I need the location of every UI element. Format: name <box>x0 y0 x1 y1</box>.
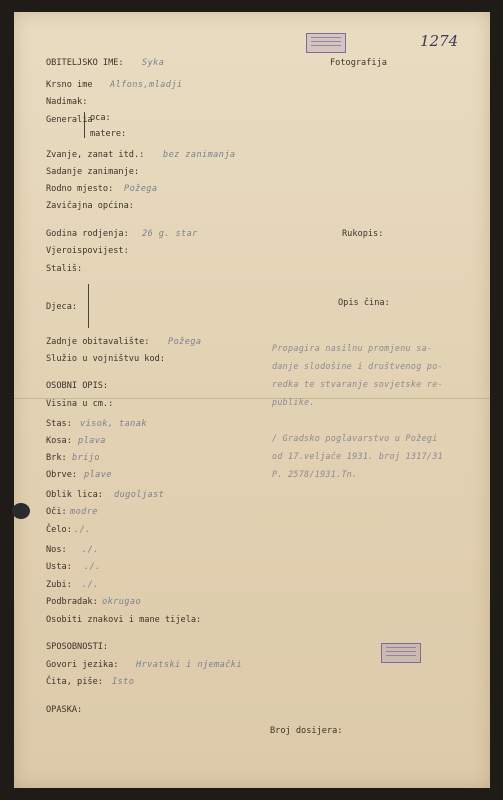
field-label-birthplace: Rodno mjesto: <box>46 184 114 194</box>
offense-line: Propagira nasilnu promjenu sa- <box>272 343 433 353</box>
field-label-personal-desc: OSOBNI OPIS: <box>46 381 109 391</box>
field-value-chin: okrugao <box>102 597 142 607</box>
field-label-military: Služio u vojništvu kod: <box>46 354 165 364</box>
field-label-last-residence: Zadnje obitavalište: <box>46 337 150 347</box>
field-label-birth-year: Godina rodjenja: <box>46 229 129 239</box>
field-value-languages: Hrvatski i njemački <box>136 660 242 670</box>
field-label-chin: Podbradak: <box>46 597 98 607</box>
field-value-literacy: Isto <box>112 677 135 687</box>
field-label-hair: Kosa: <box>46 436 72 446</box>
field-label-surname: OBITELJSKO IME: <box>46 58 124 68</box>
field-label-eyebrows: Obrve: <box>46 470 78 480</box>
field-value-eyebrows: plave <box>84 470 112 480</box>
offense-line: danje slodošine i društvenog po- <box>272 361 443 371</box>
field-label-home-municipality: Zavičajna općina: <box>46 201 134 211</box>
field-label-nickname: Nadimak: <box>46 97 88 107</box>
field-label-eyes: Oči: <box>46 507 67 517</box>
field-label-marks: Osobiti znakovi i mane tijela: <box>46 615 202 625</box>
field-label-literacy: Čita, piše: <box>46 677 103 687</box>
field-value-birthplace: Požega <box>124 184 158 194</box>
source-line: od 17.veljače 1931. broj 1317/31 <box>272 451 443 461</box>
field-label-nose: Nos: <box>46 545 67 555</box>
archive-stamp-top <box>306 33 346 53</box>
field-label-status: Stališ: <box>46 264 83 274</box>
field-label-build: Stas: <box>46 419 72 429</box>
signature-label: Rukopis: <box>342 229 384 239</box>
archive-stamp-bottom <box>381 643 421 663</box>
field-label-mouth: Usta: <box>46 562 72 572</box>
field-label-languages: Govori jezika: <box>46 660 119 670</box>
field-label-mother: matere: <box>90 129 127 139</box>
field-value-mouth: ./. <box>84 562 101 572</box>
dossier-label: Broj dosijera: <box>270 726 343 736</box>
field-label-face: Oblik lica: <box>46 490 103 500</box>
field-value-given: Alfons,mladji <box>110 80 183 90</box>
field-label-religion: Vjeroispovijest: <box>46 246 129 256</box>
field-value-forehead: ./. <box>74 525 91 535</box>
field-label-profession: Zvanje, zanat itd.: <box>46 150 145 160</box>
field-label-father: oca: <box>90 113 111 123</box>
folio-number: 1274 <box>420 32 459 50</box>
field-label-teeth: Zubi: <box>46 580 72 590</box>
ink-blot <box>12 503 30 519</box>
source-line: P. 2578/1931.Tn. <box>272 469 358 479</box>
field-value-face: dugoljast <box>114 490 165 500</box>
generalia-brace <box>84 112 85 138</box>
photo-label: Fotografija <box>330 58 387 68</box>
field-label-remark: OPASKA: <box>46 705 83 715</box>
field-value-birth-year: 26 g. star <box>142 229 198 239</box>
field-value-surname: Syka <box>142 58 165 68</box>
offense-line: publike. <box>272 397 315 407</box>
field-value-profession: bez zanimanja <box>163 150 236 160</box>
field-label-height: Visina u cm.: <box>46 399 114 409</box>
field-label-given: Krsno ime <box>46 80 93 90</box>
children-brace <box>88 284 89 328</box>
field-value-hair: plava <box>78 436 106 446</box>
field-value-eyes: modre <box>70 507 98 517</box>
field-label-generalia: Generalia <box>46 115 93 125</box>
field-value-build: visok, tanak <box>80 419 147 429</box>
field-value-last-residence: Požega <box>168 337 202 347</box>
field-label-forehead: Čelo: <box>46 525 72 535</box>
field-label-moustache: Brk: <box>46 453 67 463</box>
field-value-nose: ./. <box>82 545 99 555</box>
field-value-moustache: brijo <box>72 453 100 463</box>
field-label-current-job: Sadanje zanimanje: <box>46 167 140 177</box>
field-label-skills: SPOSOBNOSTI: <box>46 642 109 652</box>
offense-line: redka te stvaranje sovjetske re- <box>272 379 443 389</box>
offense-label: Opis čina: <box>338 298 390 308</box>
field-label-children: Djeca: <box>46 302 78 312</box>
source-line: / Gradsko poglavarstvo u Požegi <box>272 433 438 443</box>
field-value-teeth: ./. <box>82 580 99 590</box>
